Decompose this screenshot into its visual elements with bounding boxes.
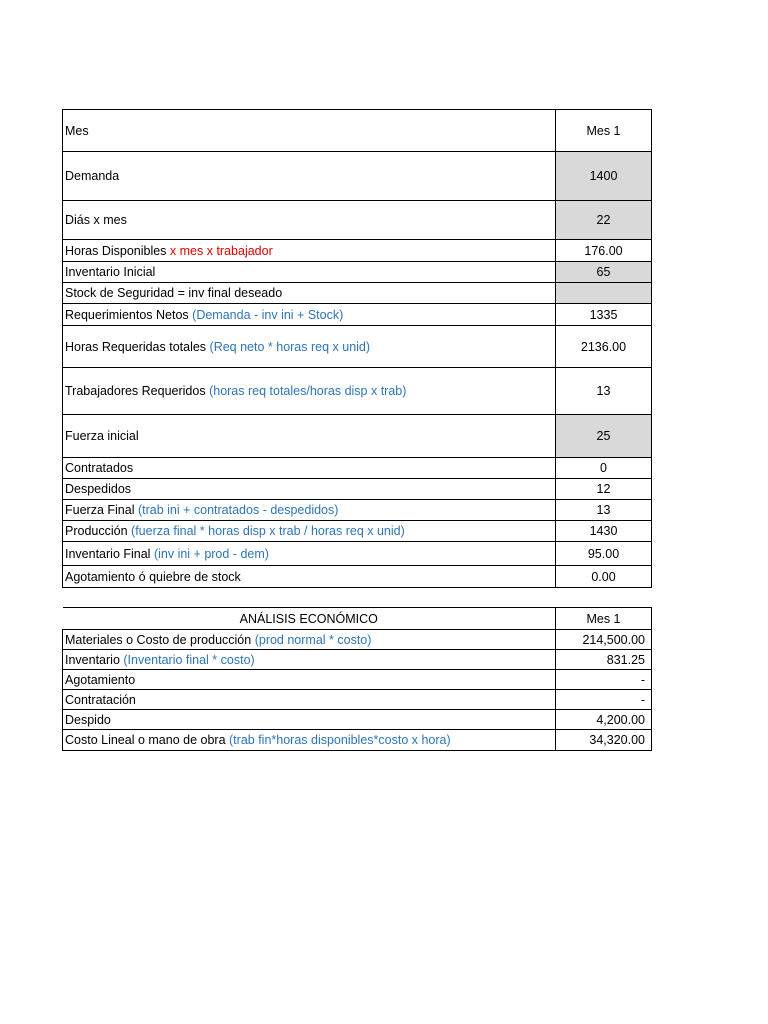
econ-label: Inventario xyxy=(65,652,124,667)
table-row-trabajadores-requeridos xyxy=(63,368,652,415)
table-header-row xyxy=(63,110,652,152)
planning-table xyxy=(62,109,652,588)
table-row-horas-disponibles xyxy=(63,240,652,262)
row-label: Fuerza Final xyxy=(65,503,135,517)
row-value-cell[interactable] xyxy=(556,458,652,479)
econ-label: Contratación xyxy=(65,692,136,707)
row-label-cell[interactable] xyxy=(63,152,556,201)
row-value-cell[interactable] xyxy=(556,283,652,304)
row-note: (fuerza final * horas disp x trab / horas req x unid) xyxy=(131,524,405,538)
economic-analysis-table xyxy=(62,607,652,751)
row-value-cell[interactable] xyxy=(556,304,652,326)
row-note: (trab ini + contratados - despedidos) xyxy=(137,503,339,517)
row-value: 1400 xyxy=(589,169,618,183)
econ-row-contratacion xyxy=(63,690,652,710)
econ-note: (trab fin*horas disponibles*costo x hora) xyxy=(229,733,451,747)
table-row-requerimientos-netos xyxy=(63,304,652,326)
row-value: 12 xyxy=(596,482,611,496)
econ-value-cell[interactable] xyxy=(556,710,652,730)
row-label: Requerimientos Netos xyxy=(65,307,189,322)
row-value-cell[interactable] xyxy=(556,566,652,588)
econ-header-label-cell[interactable] xyxy=(63,608,556,630)
row-label: Stock de Seguridad = inv final deseado xyxy=(65,286,283,300)
header-month-cell[interactable] xyxy=(556,110,652,152)
row-value: 22 xyxy=(596,213,611,227)
row-value-cell[interactable] xyxy=(556,500,652,521)
table-row-fuerza-final xyxy=(63,500,652,521)
row-label: Fuerza inicial xyxy=(65,429,139,443)
econ-row-agotamiento xyxy=(63,670,652,690)
econ-label-cell[interactable] xyxy=(63,690,556,710)
row-label: Despedidos xyxy=(65,482,132,496)
econ-row-costo-lineal xyxy=(63,730,652,751)
row-label-cell[interactable] xyxy=(63,479,556,500)
table-row-despedidos xyxy=(63,479,652,500)
table-row-stock-seguridad xyxy=(63,283,652,304)
table-row-contratados xyxy=(63,458,652,479)
econ-label: Materiales o Costo de producción xyxy=(65,632,252,647)
econ-value-cell[interactable] xyxy=(556,670,652,690)
row-value-cell[interactable] xyxy=(556,542,652,566)
table-row-produccion xyxy=(63,521,652,542)
econ-label-cell[interactable] xyxy=(63,710,556,730)
row-label: Diás x mes xyxy=(65,213,127,227)
row-value-cell[interactable] xyxy=(556,368,652,415)
econ-value: - xyxy=(640,672,645,687)
row-value-cell[interactable] xyxy=(556,201,652,240)
row-note: (Demanda - inv ini + Stock) xyxy=(192,307,344,322)
row-label-cell[interactable] xyxy=(63,542,556,566)
table-row-inventario-inicial xyxy=(63,262,652,283)
row-label: Inventario Inicial xyxy=(65,265,156,279)
row-label-cell[interactable] xyxy=(63,283,556,304)
econ-header-label: ANÁLISIS ECONÓMICO xyxy=(239,611,378,626)
econ-value-cell[interactable] xyxy=(556,730,652,751)
econ-row-materiales xyxy=(63,630,652,650)
row-value-cell[interactable] xyxy=(556,240,652,262)
row-value: 176.00 xyxy=(584,243,623,258)
econ-header-month: Mes 1 xyxy=(586,611,621,626)
econ-header-row xyxy=(63,608,652,630)
econ-value: 4,200.00 xyxy=(596,712,645,727)
row-value-cell[interactable] xyxy=(556,152,652,201)
econ-label: Agotamiento xyxy=(65,672,136,687)
row-label-cell[interactable] xyxy=(63,304,556,326)
row-label: Demanda xyxy=(65,169,120,183)
row-label: Horas Disponibles xyxy=(65,243,167,258)
row-value-cell[interactable] xyxy=(556,521,652,542)
header-label: Mes xyxy=(65,123,89,138)
row-value-cell[interactable] xyxy=(556,415,652,458)
row-value: 1335 xyxy=(589,307,618,322)
row-label-cell[interactable] xyxy=(63,415,556,458)
row-label-cell[interactable] xyxy=(63,326,556,368)
table-row-demanda xyxy=(63,152,652,201)
row-label-cell[interactable] xyxy=(63,458,556,479)
econ-value-cell[interactable] xyxy=(556,630,652,650)
row-label: Producción xyxy=(65,524,128,538)
econ-value: - xyxy=(640,692,645,707)
row-value: 95.00 xyxy=(587,546,620,561)
row-note: x mes x trabajador xyxy=(169,243,273,258)
econ-label-cell[interactable] xyxy=(63,630,556,650)
header-label-cell[interactable] xyxy=(63,110,556,152)
table-row-agotamiento xyxy=(63,566,652,588)
econ-value: 214,500.00 xyxy=(582,632,645,647)
header-month: Mes 1 xyxy=(586,123,621,138)
table-row-fuerza-inicial xyxy=(63,415,652,458)
row-value: 0.00 xyxy=(591,569,616,584)
row-note: (horas req totales/horas disp x trab) xyxy=(209,384,407,398)
econ-row-despido xyxy=(63,710,652,730)
table-row-dias xyxy=(63,201,652,240)
row-value: 25 xyxy=(596,429,611,443)
table-row-horas-requeridas xyxy=(63,326,652,368)
row-value: 13 xyxy=(596,503,611,517)
econ-row-inventario xyxy=(63,650,652,670)
row-label: Agotamiento ó quiebre de stock xyxy=(65,569,241,584)
econ-value: 34,320.00 xyxy=(589,733,645,747)
row-label-cell[interactable] xyxy=(63,368,556,415)
econ-value-cell[interactable] xyxy=(556,650,652,670)
row-label-cell[interactable] xyxy=(63,262,556,283)
row-value: 65 xyxy=(596,265,611,279)
row-note: (inv ini + prod - dem) xyxy=(153,546,269,561)
row-value-cell[interactable] xyxy=(556,479,652,500)
row-value: 13 xyxy=(596,384,611,398)
econ-value: 831.25 xyxy=(606,652,645,667)
row-value-cell[interactable] xyxy=(556,326,652,368)
econ-note: (Inventario final * costo) xyxy=(123,652,255,667)
econ-note: (prod normal * costo) xyxy=(254,632,372,647)
row-label: Horas Requeridas totales xyxy=(65,339,207,354)
row-label-cell[interactable] xyxy=(63,500,556,521)
row-note: (Req neto * horas req x unid) xyxy=(209,339,371,354)
econ-label-cell[interactable] xyxy=(63,670,556,690)
econ-header-month-cell[interactable] xyxy=(556,608,652,630)
row-value: 0 xyxy=(600,461,607,475)
row-label-cell[interactable] xyxy=(63,201,556,240)
row-label-cell[interactable] xyxy=(63,240,556,262)
row-value: 1430 xyxy=(589,524,618,538)
econ-label-cell[interactable] xyxy=(63,650,556,670)
row-label: Trabajadores Requeridos xyxy=(65,384,206,398)
row-label: Inventario Final xyxy=(65,546,151,561)
row-label: Contratados xyxy=(65,461,134,475)
econ-label: Costo Lineal o mano de obra xyxy=(65,733,226,747)
row-value-cell[interactable] xyxy=(556,262,652,283)
econ-value-cell[interactable] xyxy=(556,690,652,710)
row-label-cell[interactable] xyxy=(63,566,556,588)
econ-label: Despido xyxy=(65,712,111,727)
econ-label-cell[interactable] xyxy=(63,730,556,751)
row-value: 2136.00 xyxy=(580,339,627,354)
row-label-cell[interactable] xyxy=(63,521,556,542)
table-row-inventario-final xyxy=(63,542,652,566)
